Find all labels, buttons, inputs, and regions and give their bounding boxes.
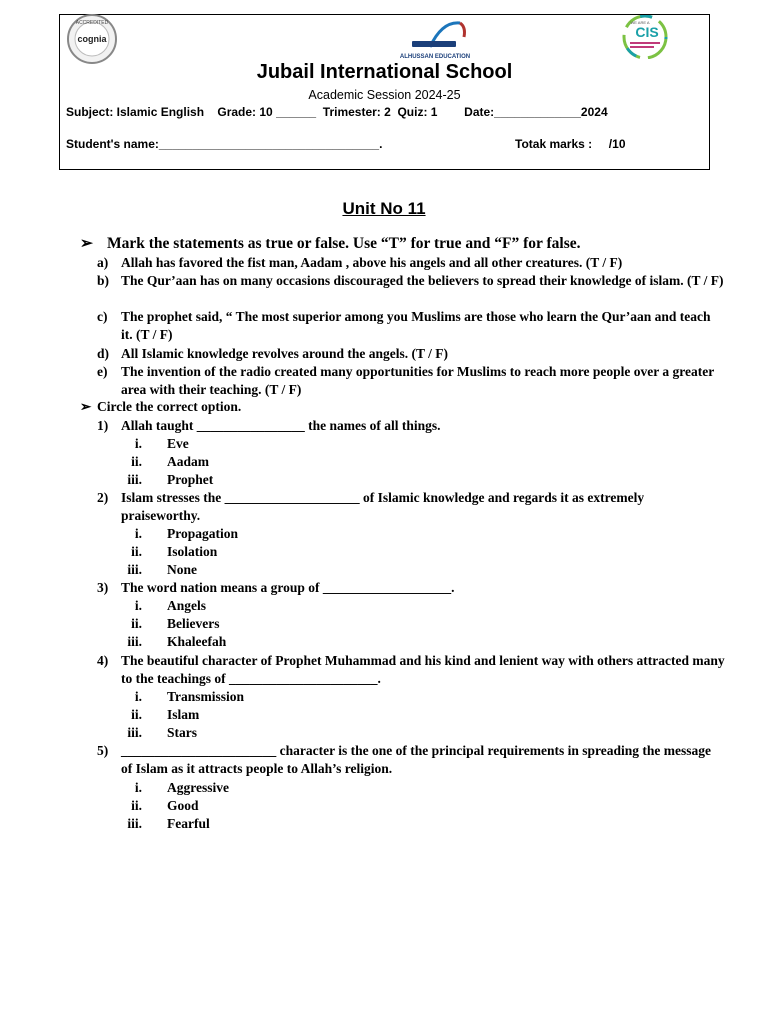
alhussan-education-logo	[390, 17, 480, 61]
academic-session: Academic Session 2024-25	[308, 88, 461, 102]
option-text: Believers	[167, 616, 220, 631]
statement-item	[97, 345, 725, 363]
question-item	[97, 489, 725, 525]
question-item	[97, 417, 725, 435]
item-label: c)	[97, 309, 108, 324]
answer-option[interactable]	[120, 597, 320, 615]
question-number: 1)	[97, 418, 109, 433]
answer-option[interactable]	[120, 543, 320, 561]
answer-option[interactable]	[120, 615, 320, 633]
item-text: The prophet said, “ The most superior among you Muslims are those who learn the Qur’aan and teach it. (T / F)	[121, 309, 711, 342]
option-text: Propagation	[167, 526, 239, 541]
statement-item	[97, 363, 725, 399]
arrow-bullet-icon: ➢	[80, 235, 93, 252]
section-heading-text: Circle the correct option.	[97, 399, 242, 414]
answer-option[interactable]	[120, 435, 320, 453]
option-text: Aggressive	[167, 780, 229, 795]
item-label: d)	[97, 346, 110, 361]
question-text: The beautiful character of Prophet Muhammad and his kind and lenient way with others attracted many to the teachings of ______________________.	[121, 653, 725, 686]
option-text: Angels	[167, 598, 207, 613]
statement-item	[97, 272, 725, 290]
question-item	[97, 652, 725, 688]
item-label: a)	[97, 255, 109, 270]
option-text: Islam	[167, 707, 200, 722]
answer-option[interactable]	[120, 724, 320, 742]
option-text: Stars	[167, 725, 197, 740]
question-item	[97, 742, 725, 778]
answer-option[interactable]	[120, 706, 320, 724]
option-numeral: ii.	[131, 454, 142, 469]
answer-option[interactable]	[120, 471, 320, 489]
question-text: _______________________ character is the one of the principal requirements in spreading the message of Islam as it attracts people to Allah’s religion.	[121, 743, 711, 776]
option-text: None	[167, 562, 197, 577]
option-numeral: i.	[134, 436, 142, 451]
question-number: 2)	[97, 490, 109, 505]
answer-option[interactable]	[120, 797, 320, 815]
question-number: 4)	[97, 653, 109, 668]
option-text: Eve	[167, 436, 189, 451]
alhussan-logo-text: ALHUSSAN EDUCATION	[399, 54, 471, 60]
cognia-accreditation-logo	[66, 13, 118, 65]
option-text: Fearful	[167, 816, 210, 831]
answer-option[interactable]	[120, 453, 320, 471]
school-name: Jubail International School	[256, 61, 513, 83]
option-numeral: iii.	[127, 816, 142, 831]
section-mcq-heading	[80, 399, 241, 415]
option-numeral: iii.	[127, 634, 142, 649]
option-numeral: i.	[134, 526, 142, 541]
question-text: Islam stresses the ____________________ of Islamic knowledge and regards it as extremely praiseworthy.	[121, 490, 645, 523]
question-number: 5)	[97, 743, 109, 758]
option-text: Isolation	[167, 544, 218, 559]
answer-option[interactable]	[120, 688, 320, 706]
option-numeral: iii.	[127, 725, 142, 740]
answer-option[interactable]	[120, 633, 320, 651]
option-text: Good	[167, 798, 199, 813]
section-true-false-heading	[80, 234, 581, 253]
statement-item	[97, 308, 725, 344]
option-numeral: i.	[134, 780, 142, 795]
question-number: 3)	[97, 580, 109, 595]
option-numeral: i.	[134, 689, 142, 704]
answer-option[interactable]	[120, 815, 320, 833]
option-numeral: ii.	[131, 707, 142, 722]
option-numeral: ii.	[131, 544, 142, 559]
cis-small-text: WE ARE A	[630, 20, 650, 25]
item-text: The invention of the radio created many opportunities for Muslims to reach more people over a greater area with their teaching. (T / F)	[121, 364, 714, 397]
section-heading-text: Mark the statements as true or false. Use “T” for true and “F” for false.	[107, 235, 581, 252]
option-numeral: iii.	[127, 562, 142, 577]
item-label: b)	[97, 273, 110, 288]
question-text: The word nation means a group of ___________________.	[121, 580, 455, 595]
answer-option[interactable]	[120, 779, 320, 797]
total-marks-field: Totak marks : /10	[515, 137, 626, 151]
answer-option[interactable]	[120, 525, 320, 543]
unit-title: Unit No 11	[342, 199, 426, 218]
question-item	[97, 579, 725, 597]
statement-item	[97, 254, 725, 272]
item-text: Allah has favored the fist man, Aadam , above his angels and all other creatures. (T / F)	[121, 255, 623, 270]
item-text: The Qur’aan has on many occasions discouraged the believers to spread their knowledge of islam. (T / F)	[121, 273, 724, 288]
option-text: Khaleefah	[167, 634, 227, 649]
option-numeral: i.	[134, 598, 142, 613]
option-numeral: ii.	[131, 616, 142, 631]
option-numeral: ii.	[131, 798, 142, 813]
item-text: All Islamic knowledge revolves around the angels. (T / F)	[121, 346, 449, 361]
option-text: Aadam	[167, 454, 210, 469]
cis-accreditation-logo	[600, 15, 690, 59]
cis-logo-text: CIS	[635, 24, 659, 40]
arrow-bullet-icon: ➢	[80, 399, 92, 414]
quiz-info-line: Subject: Islamic English Grade: 10 ______ Trimester: 2 Quiz: 1 Date:_____________2024	[66, 105, 608, 119]
student-name-field: Student's name:_________________________________.	[66, 137, 383, 151]
item-label: e)	[97, 364, 108, 379]
question-text: Allah taught ________________ the names of all things.	[121, 418, 441, 433]
header-box	[59, 14, 710, 170]
answer-option[interactable]	[120, 561, 320, 579]
option-text: Transmission	[167, 689, 245, 704]
cognia-ring-text: ACCREDITED	[75, 20, 109, 26]
option-numeral: iii.	[127, 472, 142, 487]
cognia-logo-text: cognia	[77, 34, 107, 44]
option-text: Prophet	[167, 472, 214, 487]
